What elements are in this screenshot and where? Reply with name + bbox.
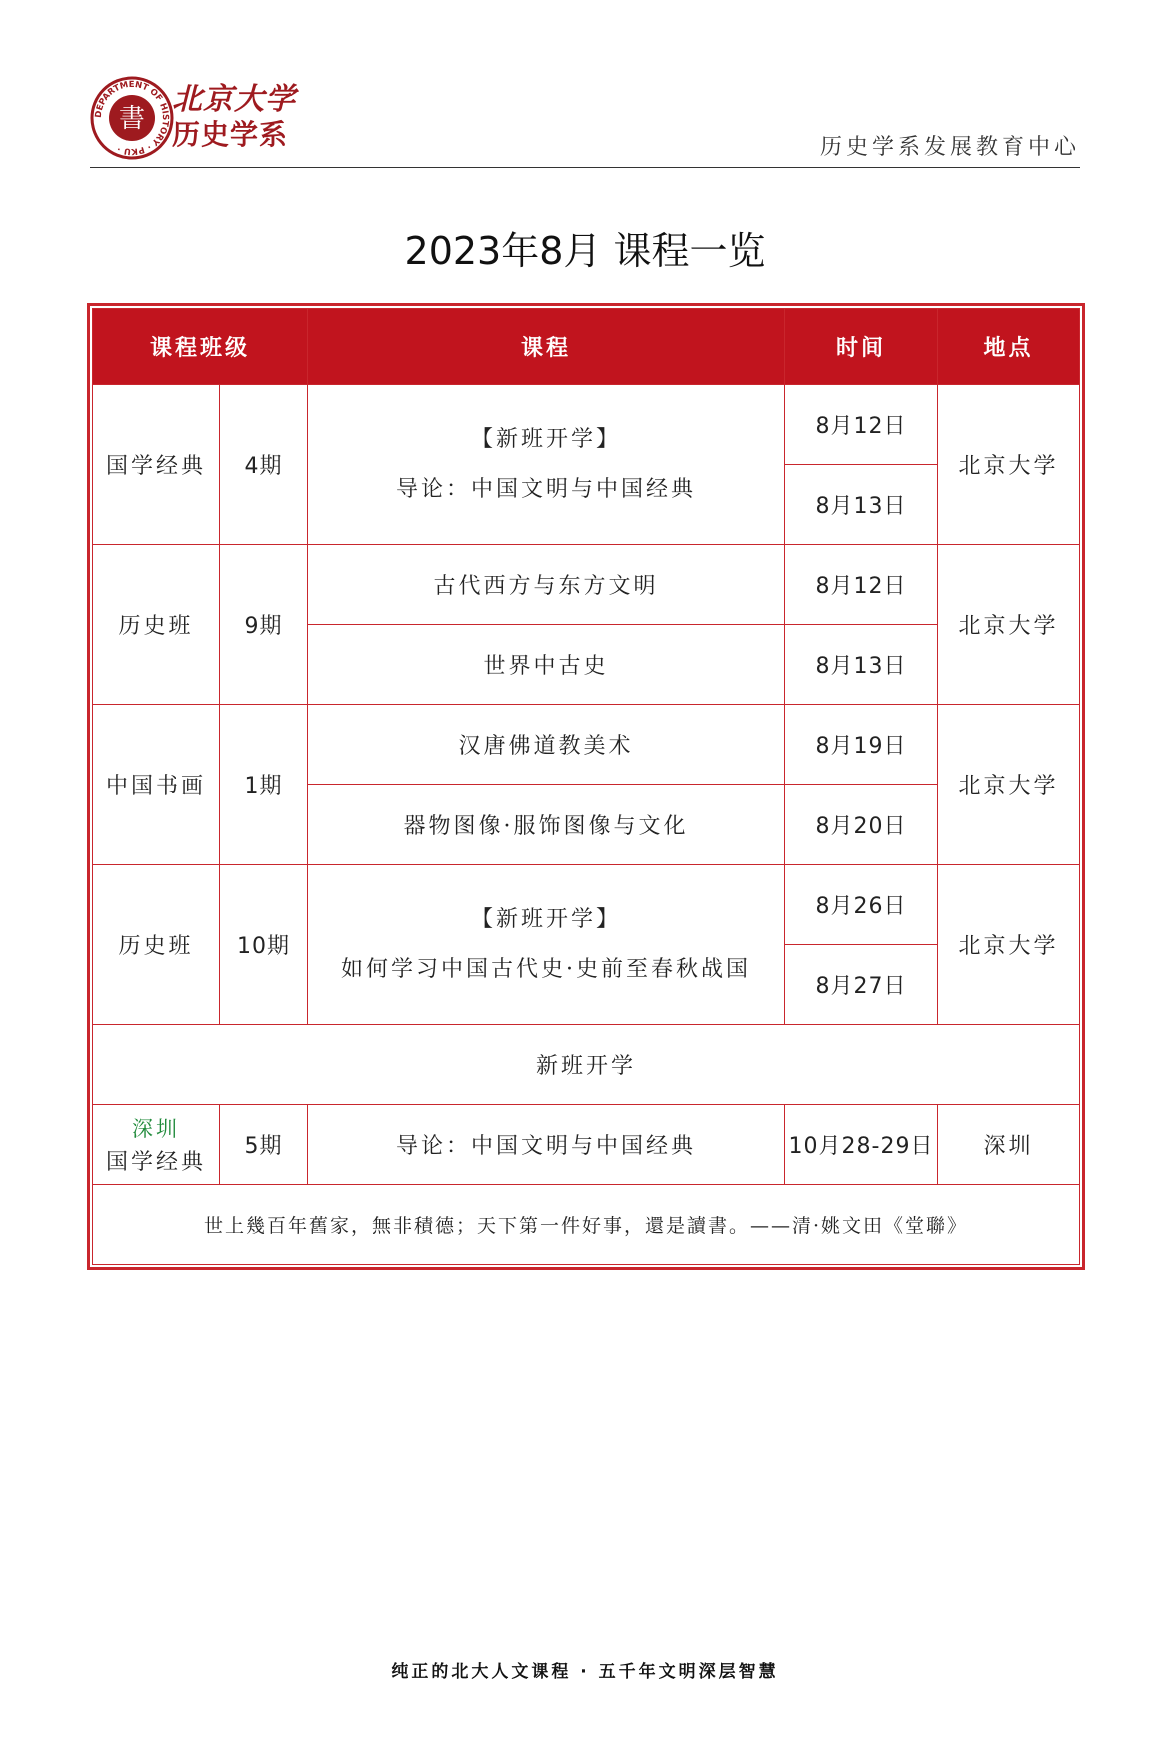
- course-location: 北京大学: [938, 705, 1080, 865]
- class-name: 中国书画: [93, 705, 220, 865]
- course-name: 如何学习中国古代史·史前至春秋战国: [341, 956, 752, 982]
- course-date: 8月12日: [785, 385, 938, 465]
- class-city: 深圳: [132, 1117, 180, 1141]
- table-row: [93, 705, 1080, 785]
- course-date: 10月28-29日: [785, 1105, 938, 1185]
- class-period: 10期: [220, 865, 308, 1025]
- header-location: 地点: [938, 309, 1080, 385]
- svg-text:書: 書: [118, 104, 146, 134]
- center-name: 历史学系发展教育中心: [819, 135, 1080, 160]
- quote-row: [93, 1185, 1080, 1265]
- class-period: 1期: [220, 705, 308, 865]
- course-name: 古代西方与东方文明: [308, 545, 785, 625]
- course-date: 8月13日: [785, 465, 938, 545]
- svg-text:DEPARTMENT OF HISTORY · PKU ·: DEPARTMENT OF HISTORY · PKU ·: [93, 79, 171, 157]
- page-title: 2023年8月 课程一览: [404, 229, 766, 273]
- course-name: 导论：中国文明与中国经典: [396, 476, 697, 502]
- course-location: 北京大学: [938, 545, 1080, 705]
- course-date: 8月26日: [785, 865, 938, 945]
- table-row: [93, 1105, 1080, 1185]
- header-course: 课程: [308, 309, 785, 385]
- course-name: 器物图像·服饰图像与文化: [308, 785, 785, 865]
- class-name: 国学经典: [93, 385, 220, 545]
- class-name: 历史班: [93, 545, 220, 705]
- table-header-row: [93, 309, 1080, 385]
- course-location: 北京大学: [938, 865, 1080, 1025]
- new-class-tag: 【新班开学】: [471, 906, 622, 932]
- class-name-cell: [93, 1105, 220, 1185]
- course-date: 8月12日: [785, 545, 938, 625]
- table-row: [93, 385, 1080, 465]
- table-row: [93, 865, 1080, 945]
- class-name: 国学经典: [105, 1150, 206, 1175]
- course-date: 8月20日: [785, 785, 938, 865]
- section-row: [93, 1025, 1080, 1105]
- header-class: 课程班级: [93, 309, 308, 385]
- class-period: 5期: [220, 1105, 308, 1185]
- new-class-section-label: 新班开学: [93, 1025, 1080, 1105]
- course-date: 8月19日: [785, 705, 938, 785]
- class-name: 历史班: [93, 865, 220, 1025]
- table-row: [93, 545, 1080, 625]
- quote-text: 世上幾百年舊家，無非積德；天下第一件好事，還是讀書。——清·姚文田《堂聯》: [93, 1185, 1080, 1265]
- class-period: 9期: [220, 545, 308, 705]
- new-class-tag: 【新班开学】: [471, 426, 622, 452]
- logo-text: [172, 82, 296, 152]
- course-location: 深圳: [938, 1105, 1080, 1185]
- logo-university-name: 北京大学: [172, 82, 296, 117]
- course-cell: [308, 385, 785, 545]
- course-name: 汉唐佛道教美术: [308, 705, 785, 785]
- course-name: 世界中古史: [308, 625, 785, 705]
- logo-department-name: 历史学系: [172, 118, 289, 151]
- header-time: 时间: [785, 309, 938, 385]
- course-location: 北京大学: [938, 385, 1080, 545]
- footer-slogan: 纯正的北大人文课程 · 五千年文明深层智慧: [391, 1662, 779, 1682]
- course-schedule-table: [92, 308, 1080, 1265]
- class-period: 4期: [220, 385, 308, 545]
- pku-history-logo: [90, 76, 174, 160]
- course-date: 8月13日: [785, 625, 938, 705]
- course-date: 8月27日: [785, 945, 938, 1025]
- page-header: [90, 72, 1080, 168]
- course-name: 导论：中国文明与中国经典: [308, 1105, 785, 1185]
- course-cell: [308, 865, 785, 1025]
